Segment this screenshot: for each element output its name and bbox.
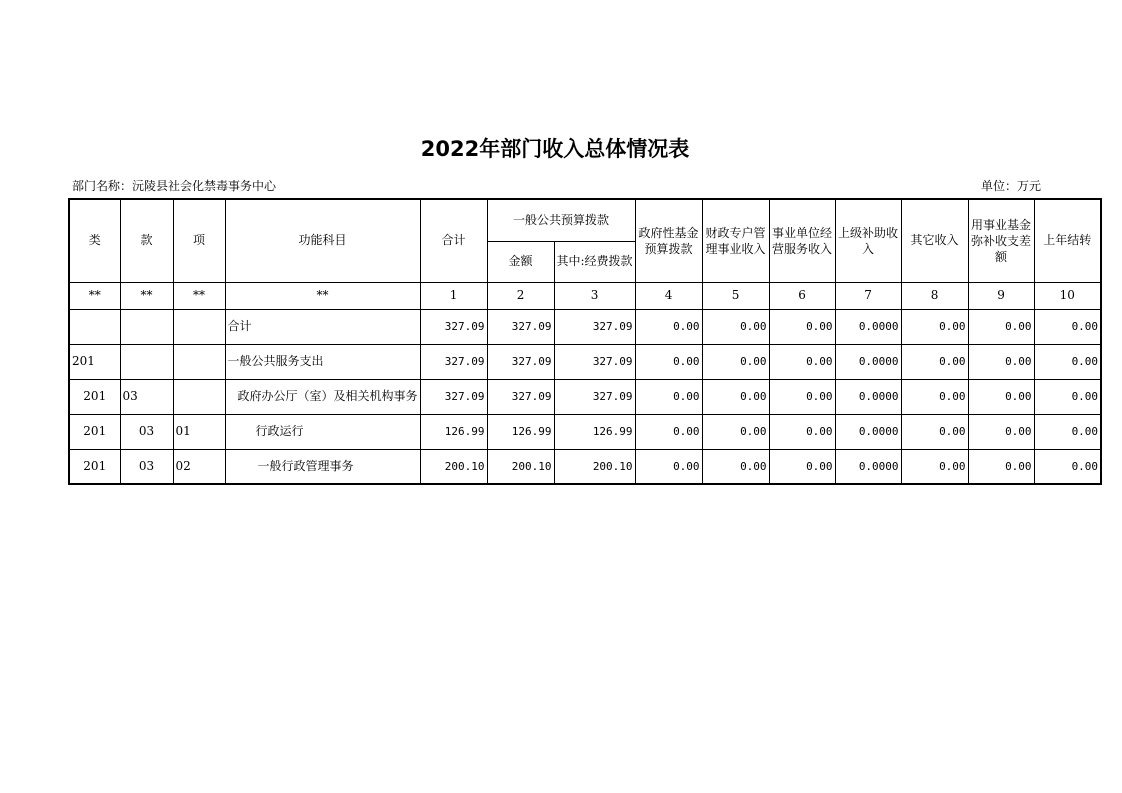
amount-cell: 200.10 — [554, 449, 635, 484]
amount-cell: 0.00 — [702, 449, 769, 484]
table-row — [69, 414, 1101, 449]
amount-cell: 0.00 — [1034, 449, 1101, 484]
code-kuan — [120, 309, 173, 344]
amount-cell: 0.00 — [702, 344, 769, 379]
header-kuan: 款 — [120, 199, 173, 282]
header-carryover: 上年结转 — [1034, 199, 1101, 282]
amount-cell: 0.00 — [1034, 344, 1101, 379]
amount-cell: 0.00 — [968, 449, 1034, 484]
amount-cell: 0.00 — [702, 379, 769, 414]
amount-cell: 327.09 — [554, 379, 635, 414]
index-cell: 3 — [554, 282, 635, 309]
code-kuan: 03 — [120, 379, 173, 414]
amount-cell: 327.09 — [487, 309, 554, 344]
index-cell: 8 — [901, 282, 968, 309]
header-xiang: 项 — [173, 199, 225, 282]
index-cell: 5 — [702, 282, 769, 309]
header-superior-subsidy: 上级补助收入 — [835, 199, 901, 282]
amount-cell: 0.00 — [635, 309, 702, 344]
code-xiang — [173, 344, 225, 379]
amount-cell: 0.00 — [901, 449, 968, 484]
amount-cell: 0.00 — [769, 379, 835, 414]
amount-cell: 200.10 — [487, 449, 554, 484]
amount-cell: 327.09 — [487, 379, 554, 414]
amount-cell: 0.00 — [1034, 309, 1101, 344]
table-row — [69, 379, 1101, 414]
amount-cell: 0.00 — [635, 449, 702, 484]
header-lei: 类 — [69, 199, 120, 282]
index-cell: 9 — [968, 282, 1034, 309]
amount-cell: 327.09 — [554, 344, 635, 379]
index-cell: 2 — [487, 282, 554, 309]
code-lei: 201 — [69, 379, 120, 414]
amount-cell: 126.99 — [487, 414, 554, 449]
amount-cell: 0.00 — [901, 379, 968, 414]
amount-cell: 327.09 — [420, 379, 487, 414]
amount-cell: 0.00 — [769, 414, 835, 449]
header-gov-fund: 政府性基金预算拨款 — [635, 199, 702, 282]
amount-cell: 126.99 — [420, 414, 487, 449]
index-cell: ** — [173, 282, 225, 309]
amount-cell: 0.00 — [968, 414, 1034, 449]
amount-cell: 327.09 — [420, 344, 487, 379]
code-xiang: 01 — [173, 414, 225, 449]
amount-cell: 0.00 — [968, 379, 1034, 414]
function-subject-cell: 一般行政管理事务 — [225, 449, 420, 484]
index-cell: ** — [120, 282, 173, 309]
amount-cell: 0.00 — [901, 309, 968, 344]
amount-cell: 0.00 — [901, 344, 968, 379]
header-amount: 金额 — [487, 241, 554, 282]
amount-cell: 0.0000 — [835, 379, 901, 414]
income-table — [68, 198, 1102, 485]
index-cell: 10 — [1034, 282, 1101, 309]
header-business-income: 事业单位经营服务收入 — [769, 199, 835, 282]
code-lei: 201 — [69, 449, 120, 484]
function-subject-cell: 行政运行 — [225, 414, 420, 449]
amount-cell: 0.00 — [702, 309, 769, 344]
index-cell: 1 — [420, 282, 487, 309]
amount-cell: 0.0000 — [835, 449, 901, 484]
amount-cell: 0.00 — [769, 344, 835, 379]
code-lei: 201 — [69, 414, 120, 449]
table-row — [69, 309, 1101, 344]
index-cell: ** — [225, 282, 420, 309]
header-fiscal-special: 财政专户管理事业收入 — [702, 199, 769, 282]
table-row — [69, 449, 1101, 484]
report-title: 2022年部门收入总体情况表 — [420, 137, 690, 161]
header-fund-gap: 用事业基金弥补收支差额 — [968, 199, 1034, 282]
header-total: 合计 — [420, 199, 487, 282]
header-funding: 其中:经费拨款 — [554, 241, 635, 282]
function-subject-cell: 政府办公厅（室）及相关机构事务 — [225, 379, 420, 414]
header-other-income: 其它收入 — [901, 199, 968, 282]
amount-cell: 0.00 — [968, 344, 1034, 379]
amount-cell: 0.0000 — [835, 414, 901, 449]
amount-cell: 0.00 — [702, 414, 769, 449]
amount-cell: 0.00 — [968, 309, 1034, 344]
header-function-subject: 功能科目 — [225, 199, 420, 282]
function-subject-cell: 一般公共服务支出 — [225, 344, 420, 379]
amount-cell: 0.00 — [635, 379, 702, 414]
code-kuan — [120, 344, 173, 379]
amount-cell: 0.00 — [901, 414, 968, 449]
amount-cell: 0.00 — [635, 344, 702, 379]
department-name: 部门名称：沅陵县社会化禁毒事务中心 — [72, 179, 277, 193]
code-xiang — [173, 379, 225, 414]
index-row — [69, 282, 1101, 309]
code-xiang: 02 — [173, 449, 225, 484]
amount-cell: 327.09 — [554, 309, 635, 344]
code-lei: 201 — [69, 344, 120, 379]
amount-cell: 0.00 — [1034, 414, 1101, 449]
index-cell: ** — [69, 282, 120, 309]
amount-cell: 327.09 — [487, 344, 554, 379]
amount-cell: 200.10 — [420, 449, 487, 484]
amount-cell: 0.00 — [635, 414, 702, 449]
index-cell: 4 — [635, 282, 702, 309]
amount-cell: 0.0000 — [835, 309, 901, 344]
code-lei — [69, 309, 120, 344]
amount-cell: 0.00 — [769, 309, 835, 344]
code-kuan: 03 — [120, 414, 173, 449]
table-row — [69, 344, 1101, 379]
index-cell: 7 — [835, 282, 901, 309]
unit-label: 单位：万元 — [980, 179, 1041, 193]
amount-cell: 327.09 — [420, 309, 487, 344]
code-kuan: 03 — [120, 449, 173, 484]
amount-cell: 0.00 — [1034, 379, 1101, 414]
amount-cell: 0.0000 — [835, 344, 901, 379]
code-xiang — [173, 309, 225, 344]
function-subject-cell: 合计 — [225, 309, 420, 344]
amount-cell: 126.99 — [554, 414, 635, 449]
header-general-budget: 一般公共预算拨款 — [487, 199, 635, 241]
index-cell: 6 — [769, 282, 835, 309]
amount-cell: 0.00 — [769, 449, 835, 484]
